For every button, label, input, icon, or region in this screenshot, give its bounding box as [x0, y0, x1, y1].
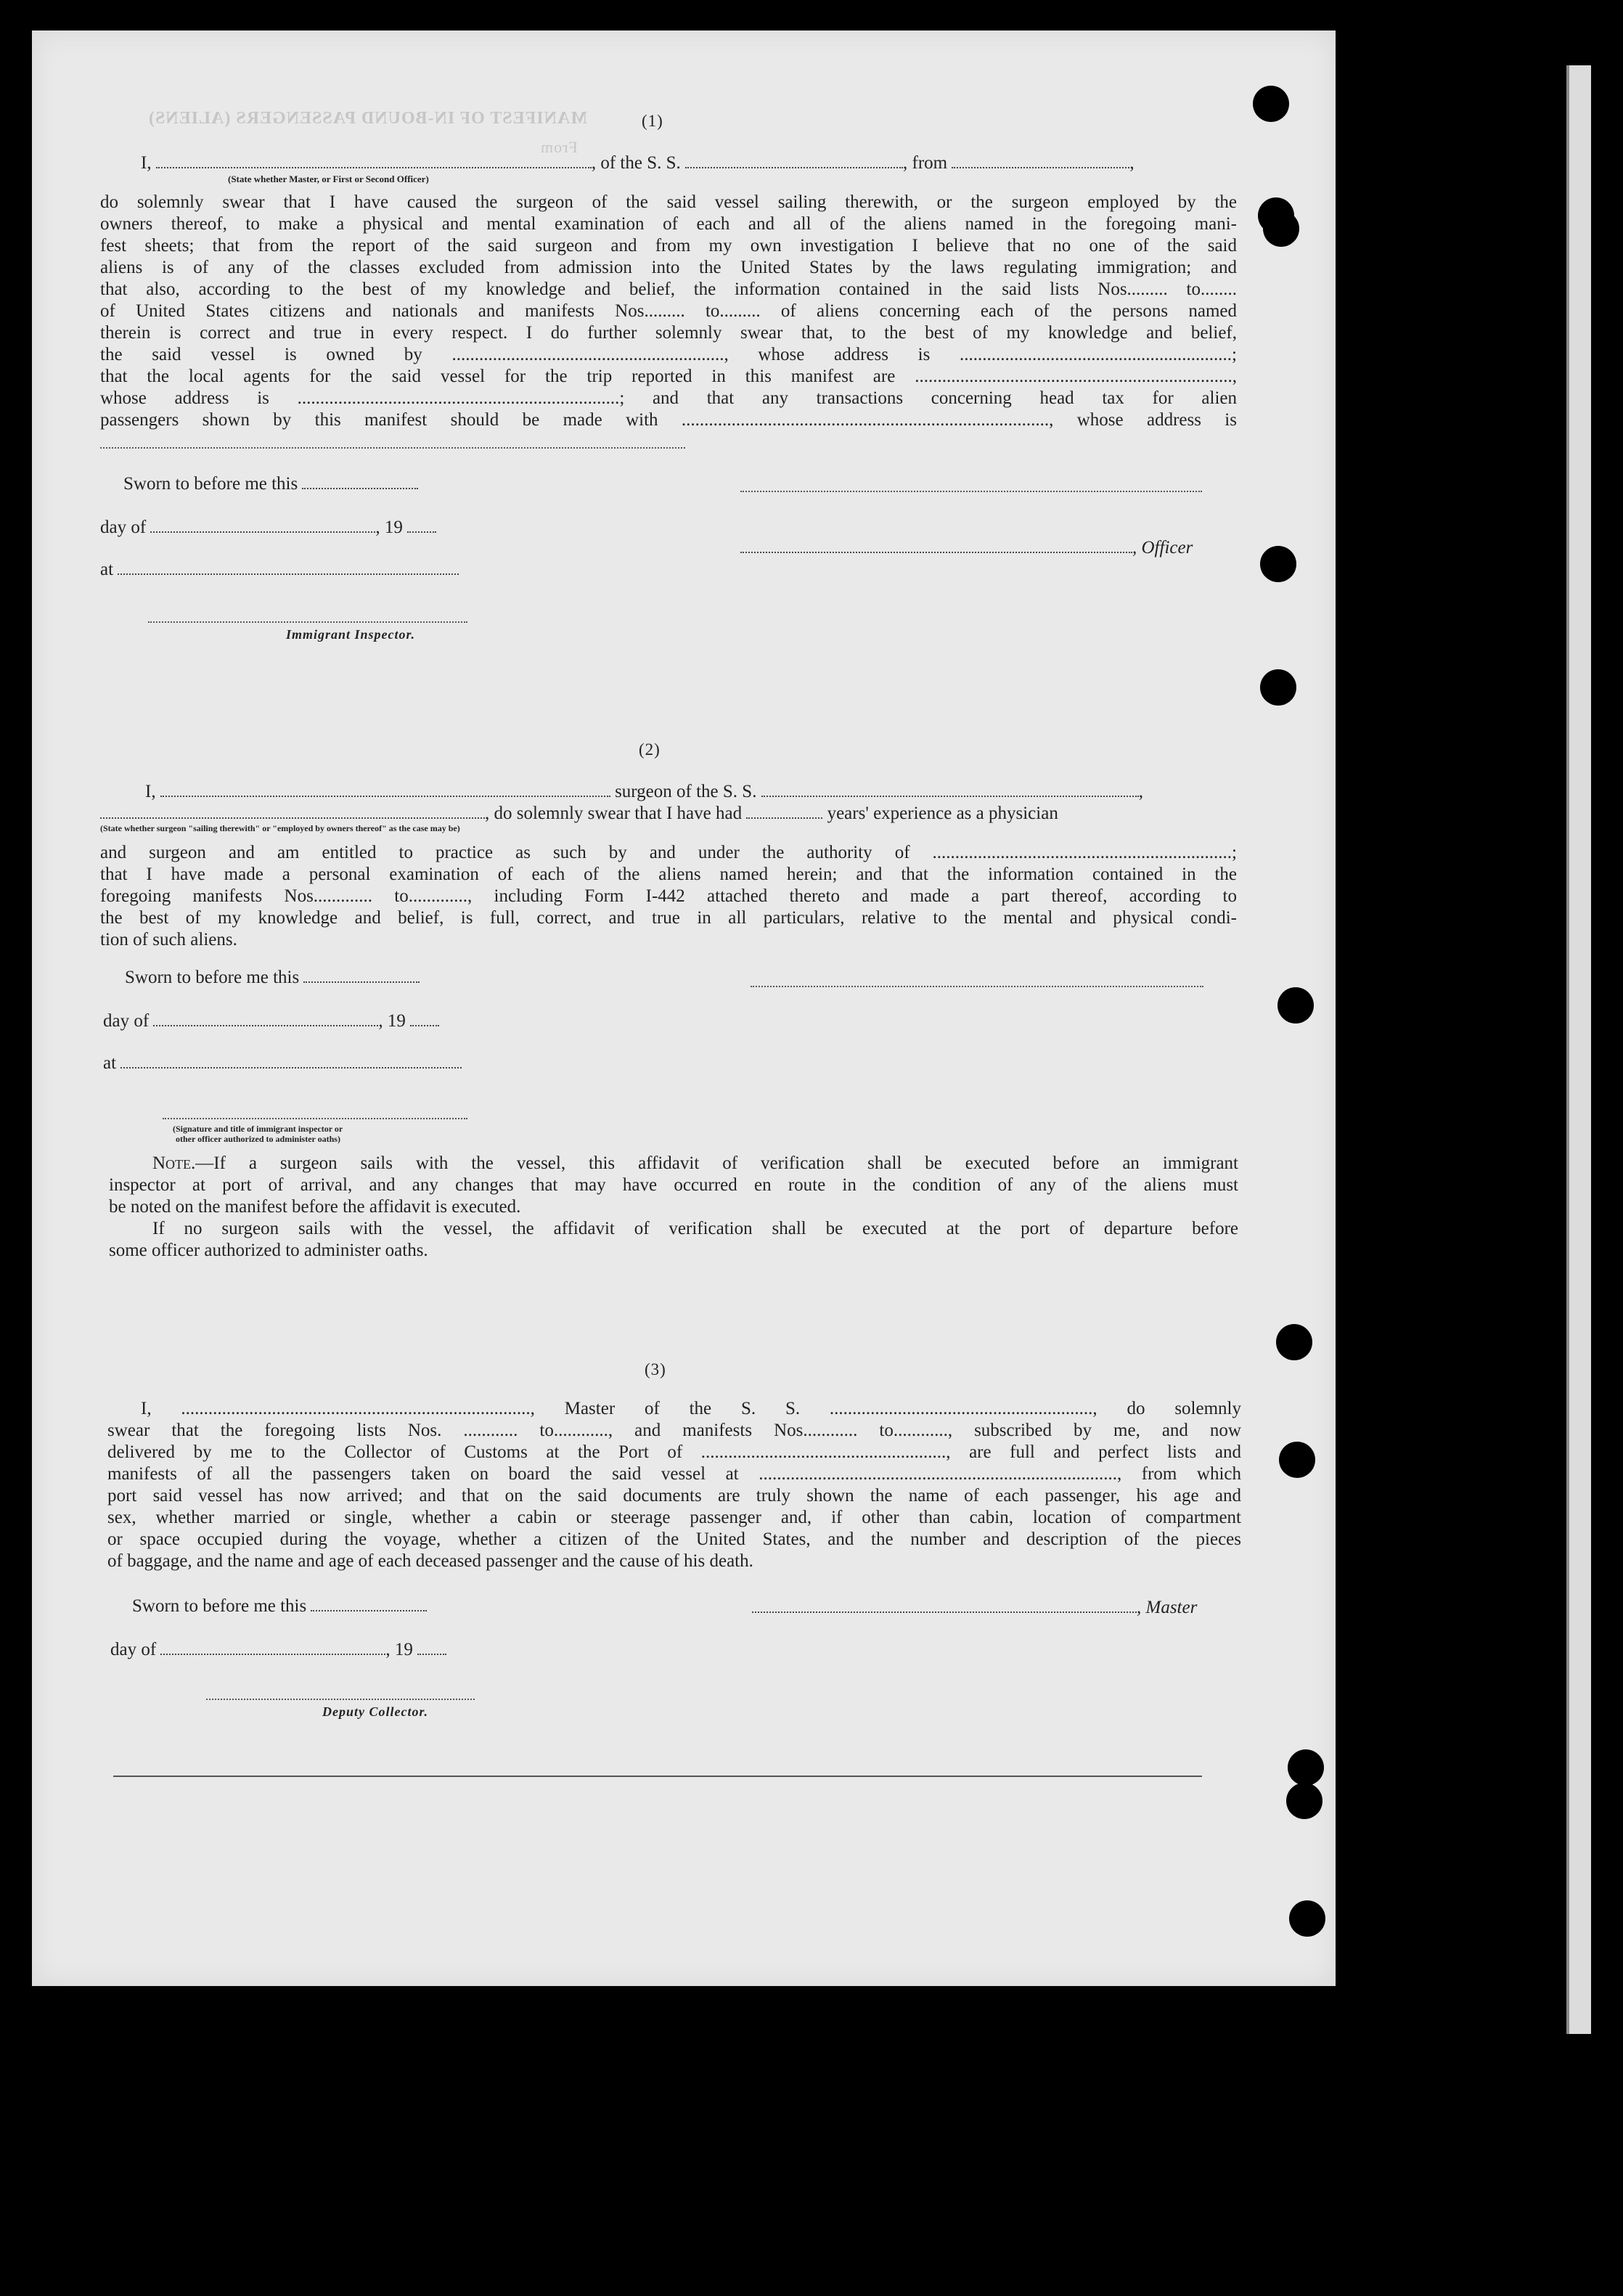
s2-year-blank [410, 1010, 439, 1026]
section-3-number: (3) [645, 1360, 666, 1378]
note-paragraph [109, 1153, 1238, 1262]
s3-sworn-line: Sworn to before me this [132, 1596, 427, 1617]
from-label: , from [903, 153, 948, 173]
bottom-rule [113, 1776, 1202, 1777]
punch-hole [1286, 1783, 1322, 1819]
s2-sworn-line: Sworn to before me this [125, 967, 420, 989]
master-blank [752, 1597, 1137, 1613]
section-3-line: I, ............................................................................., Master of the S. S. .........................................................., do solemnly [141, 1399, 1241, 1418]
section-1-line: of United States citizens and nationals and manifests Nos......... to......... of aliens concerning each of the persons named [100, 301, 1237, 321]
s3-sworn-blank [311, 1596, 427, 1611]
punch-hole [1288, 1749, 1324, 1786]
section-2-line-1: I, surgeon of the S. S. , [145, 782, 1143, 801]
s3-year-blank [417, 1639, 446, 1655]
section-1-line: that the local agents for the said vessel for the trip reported in this manifest are ......................................................................, [100, 367, 1237, 386]
deputy-collector-label: Deputy Collector. [322, 1704, 428, 1719]
punch-hole [1253, 86, 1289, 122]
punch-hole [1260, 669, 1296, 706]
film-strip [1569, 65, 1591, 2034]
section-1-number: (1) [642, 112, 663, 130]
s3-day-blank [160, 1639, 385, 1655]
s2-day-blank [153, 1010, 378, 1026]
s2-signature-line [751, 986, 1203, 987]
note-line: If no surgeon sails with the vessel, the affidavit of verification shall be executed at the port of departure before [152, 1219, 1238, 1238]
s3-day-line: day of , 19 [110, 1639, 446, 1661]
s2-day-line: day of , 19 [103, 1010, 439, 1032]
s1-sworn-blank [302, 473, 418, 489]
section-1-line: do solemnly swear that I have caused the surgeon of the said vessel sailing therewith, or the surgeon employed by the [100, 192, 1237, 212]
section-1-line-1: I, , of the S. S. , from , [141, 153, 1135, 173]
section-2-line-2: , do solemnly swear that I have had years' experience as a physician [100, 803, 1058, 825]
officer-blank [740, 537, 1132, 553]
punch-hole [1277, 987, 1314, 1024]
name-blank [156, 152, 592, 168]
section-3-line: sex, whether married or single, whether a cabin or steerage passenger and, if other than cabin, location of compartment [107, 1508, 1241, 1527]
s1-signature-line [740, 491, 1202, 492]
section-3-line: or space occupied during the voyage, whether a citizen of the United States, and the number and description of the pieces [107, 1529, 1241, 1549]
section-1-line: whose address is .......................................................................; and that any transactions concerning head tax for alien [100, 388, 1237, 408]
punch-hole [1279, 1442, 1315, 1478]
note-label: Note. [152, 1153, 196, 1173]
s1-officer-line [740, 537, 1193, 559]
note-line: be noted on the manifest before the affidavit is executed. [109, 1197, 521, 1217]
note-line: Note.—If a surgeon sails with the vessel, this affidavit of verification shall be executed before an immigrant [152, 1153, 1238, 1173]
officer-label: , Officer [1132, 538, 1193, 557]
years-blank [746, 803, 822, 819]
s3-master-line [752, 1597, 1197, 1619]
s1-at-line: at [100, 559, 459, 581]
immigrant-inspector-label: Immigrant Inspector. [286, 627, 416, 642]
vessel-blank [685, 152, 903, 168]
s2-inspector-line [163, 1118, 467, 1119]
section-1-i: I, [141, 153, 152, 173]
of-ss-label: , of the S. S. [591, 153, 681, 173]
s1-sworn-line: Sworn to before me this [123, 473, 418, 495]
section-3-line: port said vessel has now arrived; and that on the said documents are truly shown the name of each passenger, his age and [107, 1486, 1241, 1506]
section-2-number: (2) [639, 740, 661, 759]
section-1-body [100, 192, 1237, 431]
section-2-line: foregoing manifests Nos............. to............., including Form I-442 attached thereto and made a part thereof, according to [100, 886, 1237, 906]
section-3-line: swear that the foregoing lists Nos. ............ to............, and manifests Nos............ to............, subscribed by me, and now [107, 1421, 1241, 1440]
bleed-through-title: MANIFEST OF IN-BOUND PASSENGERS (ALIENS) [148, 109, 587, 128]
s2-sworn-blank [303, 967, 420, 983]
punch-hole [1263, 211, 1299, 247]
punch-hole [1260, 546, 1296, 582]
section-1-line: fest sheets; that from the report of the said surgeon and from my own investigation I believe that no one of the said [100, 236, 1237, 256]
master-label: , Master [1137, 1598, 1198, 1617]
form-page [32, 30, 1336, 1986]
s1-year-blank [407, 517, 436, 533]
s2-at-blank [120, 1053, 462, 1069]
s1-inspector-line [148, 621, 467, 623]
section-3-line: of baggage, and the name and age of each deceased passenger and the cause of his death. [107, 1551, 753, 1571]
section-1-line: the said vessel is owned by ............................................................, whose address is ............................................................; [100, 345, 1237, 364]
section-2-line: the best of my knowledge and belief, is full, correct, and true in all particulars, relative to the mental and physical condi- [100, 908, 1237, 928]
section-2-caption: (State whether surgeon "sailing therewith" or "employed by owners thereof" as the case may be) [100, 823, 460, 833]
surgeon-type-blank [100, 803, 485, 819]
s1-day-blank [150, 517, 375, 533]
surgeon-name-blank [160, 781, 610, 797]
s2-vessel-blank [761, 781, 1139, 797]
section-3-line: delivered by me to the Collector of Customs at the Port of ......................................................, are full and perfect lists and [107, 1442, 1241, 1462]
punch-hole [1276, 1324, 1312, 1360]
section-3-line: manifests of all the passengers taken on board the said vessel at ..............................................................................., from which [107, 1464, 1241, 1484]
section-1-line: aliens is of any of the classes excluded from admission into the United States by the laws regulating immigration; and [100, 258, 1237, 277]
section-2-line: tion of such aliens. [100, 930, 237, 949]
section-3-body [107, 1398, 1241, 1572]
section-1-line: that also, according to the best of my knowledge and belief, the information contained in the said lists Nos......... to........ [100, 279, 1237, 299]
s2-sig-caption-2: other officer authorized to administer oaths) [176, 1134, 340, 1144]
s3-collector-line [206, 1699, 475, 1700]
note-line: some officer authorized to administer oaths. [109, 1241, 428, 1260]
section-1-caption: (State whether Master, or First or Second Officer) [228, 173, 429, 184]
s1-at-blank [118, 559, 459, 575]
section-2-line: that I have made a personal examination of each of the aliens named herein; and that the information contained in the [100, 865, 1237, 884]
section-1-line: therein is correct and true in every respect. I do further solemnly swear that, to the best of my knowledge and belief, [100, 323, 1237, 343]
note-line: inspector at port of arrival, and any changes that may have occurred en route in the condition of any of the aliens must [109, 1175, 1238, 1195]
bleed-through-fragment: From [540, 138, 578, 156]
section-2-body [100, 842, 1237, 951]
section-1-line: owners thereof, to make a physical and mental examination of each and all of the aliens named in the foregoing mani- [100, 214, 1237, 234]
section-2-line: and surgeon and am entitled to practice as such by and under the authority of ..................................................................; [100, 843, 1237, 862]
s2-sig-caption-1: (Signature and title of immigrant inspector or [173, 1124, 343, 1134]
address-continuation-line [100, 447, 685, 449]
punch-hole [1289, 1900, 1325, 1937]
s2-at-line: at [103, 1053, 462, 1074]
section-1-line: passengers shown by this manifest should be made with ................................................................................., whose address is [100, 410, 1237, 430]
from-blank [952, 152, 1129, 168]
s1-day-line: day of , 19 [100, 517, 436, 539]
